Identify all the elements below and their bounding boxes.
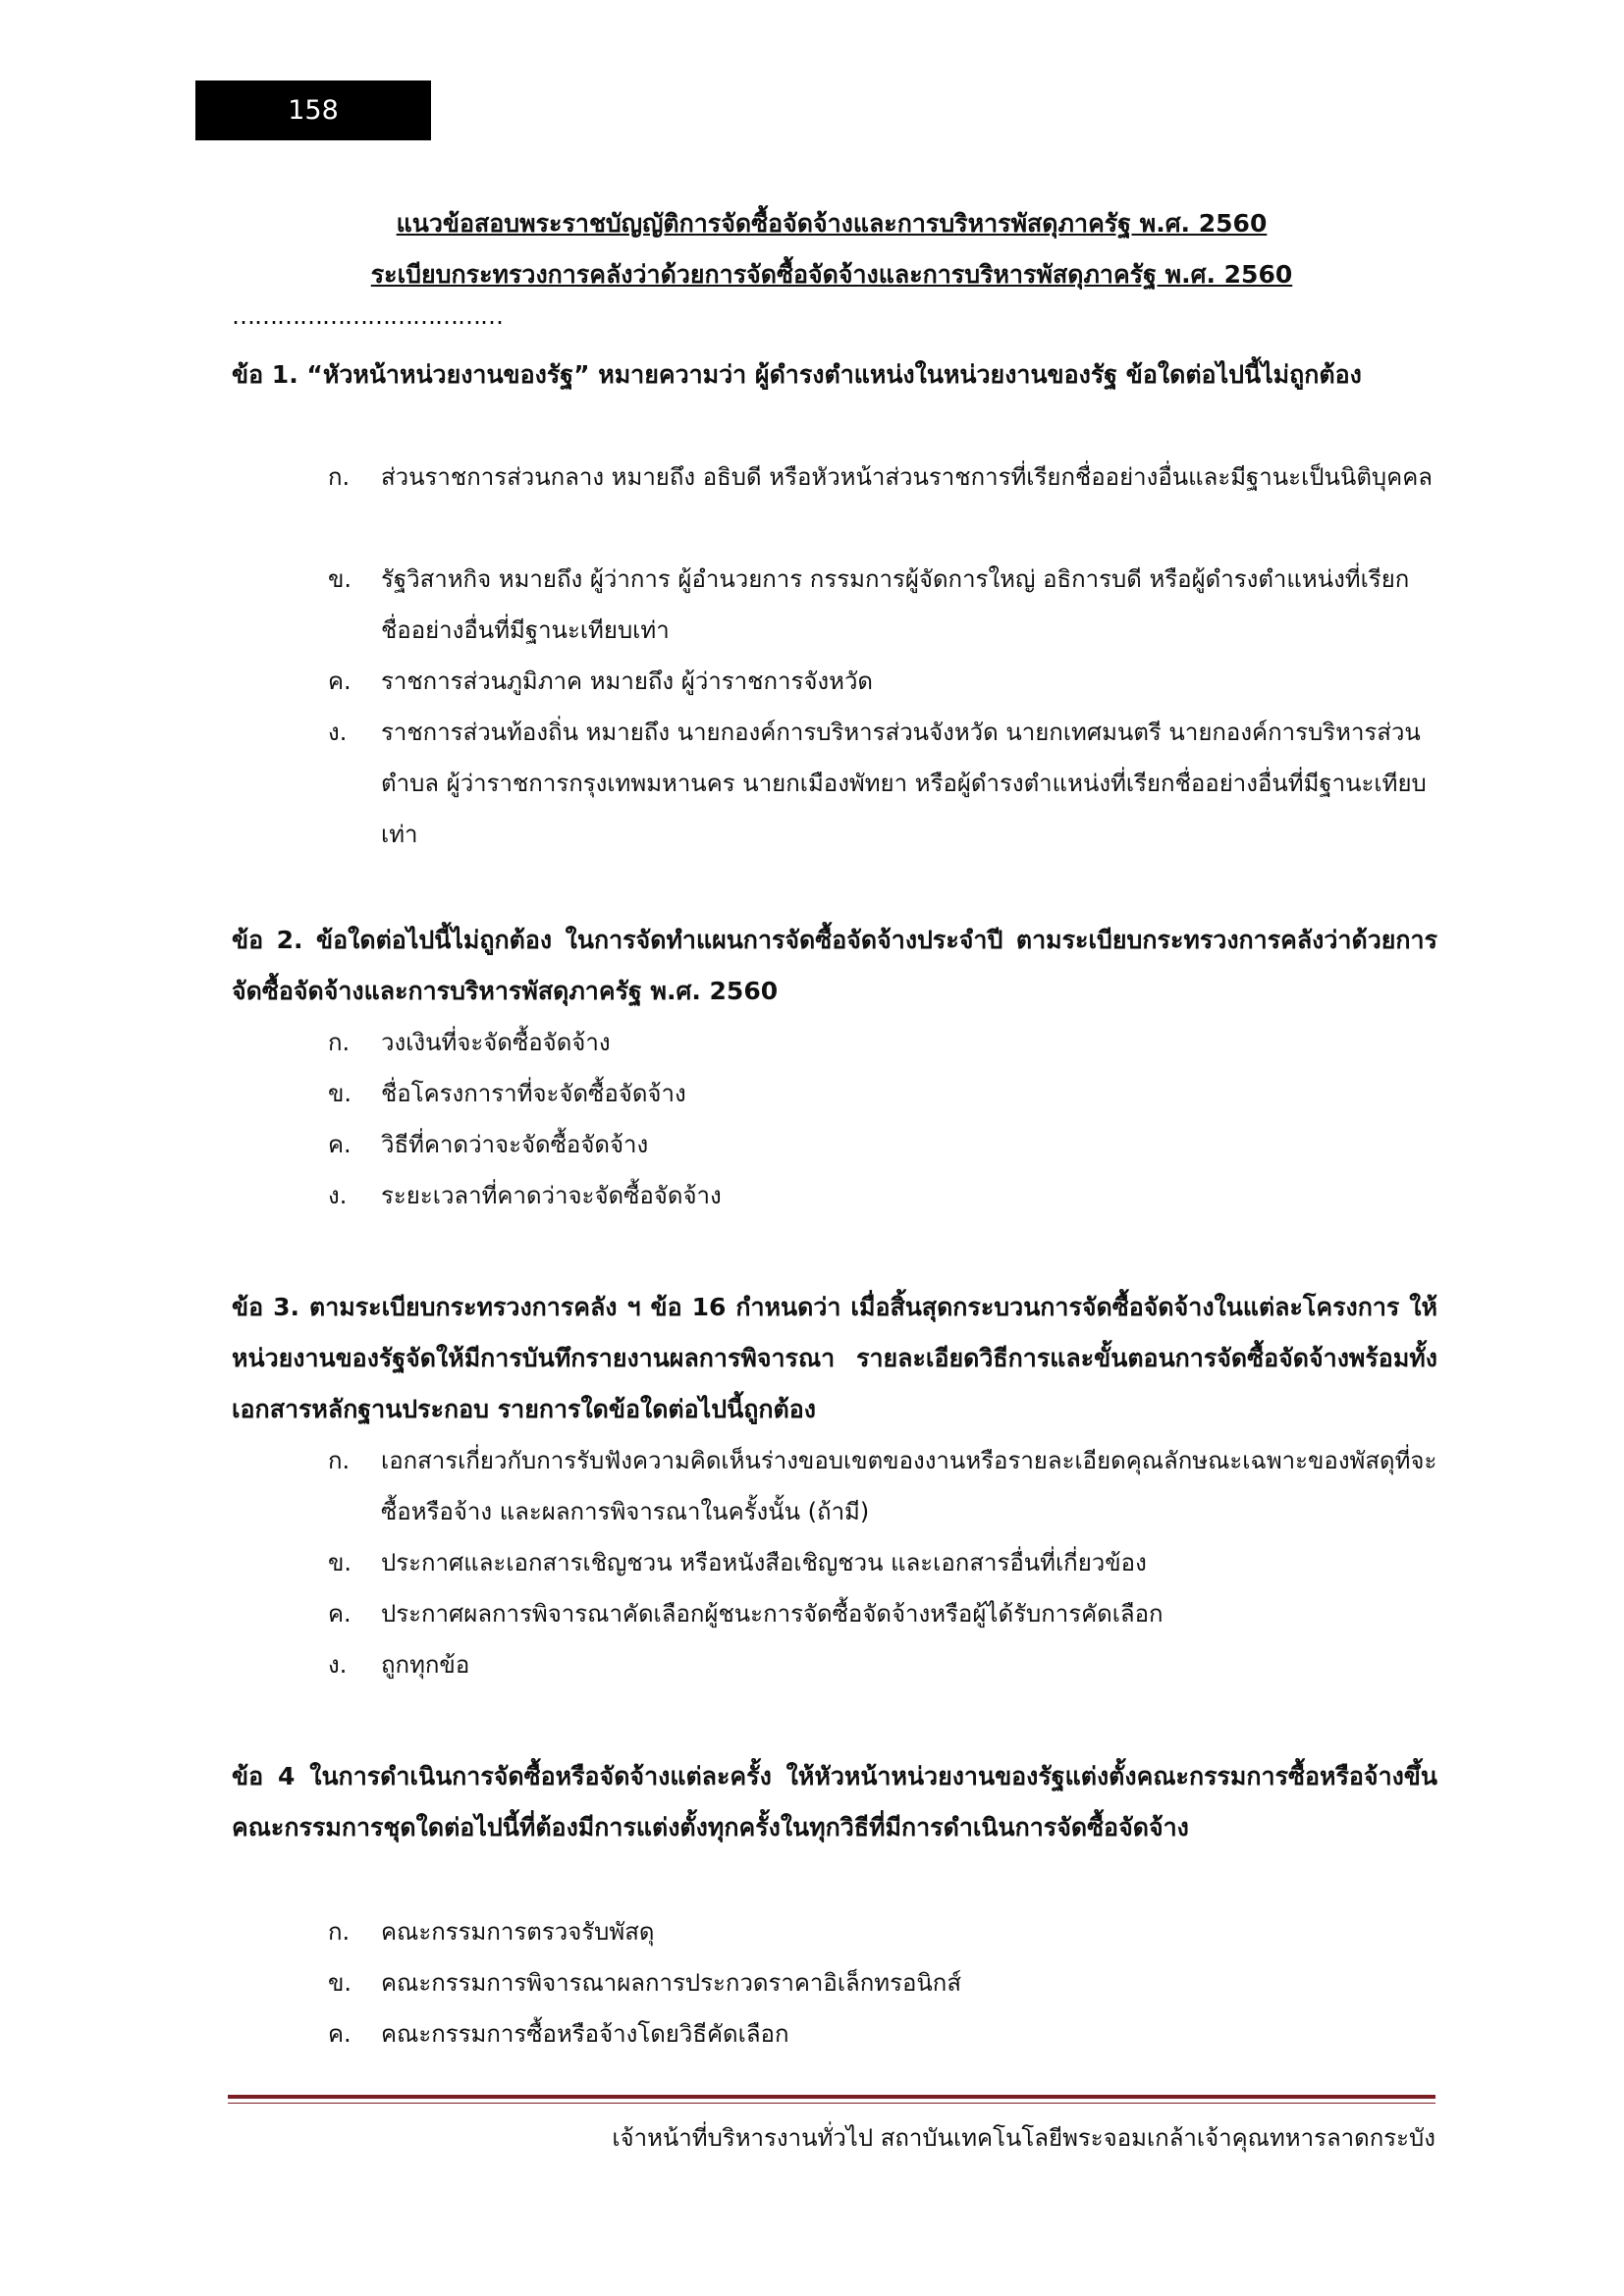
choice-text: ส่วนราชการส่วนกลาง หมายถึง อธิบดี หรือหัวหน้าส่วนราชการที่เรียกชื่ออย่างอื่นและมีฐานะเป็นนิติบุคคล (381, 463, 1433, 491)
question-2-choice-c (328, 1119, 1437, 1170)
footer-rule (228, 2095, 1435, 2099)
question-2-choice-d (328, 1170, 1437, 1221)
choice-letter: ก. (328, 1918, 351, 1946)
choice-letter: ข. (328, 1080, 352, 1107)
choice-letter: ค. (328, 2020, 352, 2048)
question-1-choice-d (328, 707, 1437, 860)
document-subtitle: ระเบียบกระทรวงการคลังว่าด้วยการจัดซื้อจัดจ้างและการบริหารพัสดุภาครัฐ พ.ศ. 2560 (370, 260, 1293, 289)
choice-text: ราชการส่วนท้องถิ่น หมายถึง นายกองค์การบริหารส่วนจังหวัด นายกเทศมนตรี นายกองค์การบริหารส่วนตำบล ผู้ว่าราชการกรุงเทพมหานคร นายกเมืองพัทยา หรือผู้ดำรงตำแหน่งที่เรียกชื่ออย่างอื่นที่มีฐานะเทียบเท่า (381, 719, 1427, 848)
choice-text: ประกาศผลการพิจารณาคัดเลือกผู้ชนะการจัดซื้อจัดจ้างหรือผู้ได้รับการคัดเลือก (381, 1600, 1164, 1628)
question-1: ข้อ 1. “หัวหน้าหน่วยงานของรัฐ” หมายความว่า ผู้ดำรงตำแหน่งในหน่วยงานของรัฐ ข้อใดต่อไปนี้ไม่ถูกต้อง (232, 360, 1362, 389)
choice-text: เอกสารเกี่ยวกับการรับฟังความคิดเห็นร่างขอบเขตของงานหรือรายละเอียดคุณลักษณะเฉพาะของพัสดุที่จะซื้อหรือจ้าง และผลการพิจารณาในครั้งนั้น (ถ้ามี) (381, 1447, 1437, 1525)
question-1-choice-b (328, 554, 1437, 656)
question-4-choice-a (328, 1906, 1437, 1957)
footer-rule-thin (228, 2103, 1435, 2104)
document-title: แนวข้อสอบพระราชบัญญัติการจัดซื้อจัดจ้างและการบริหารพัสดุภาครัฐ พ.ศ. 2560 (396, 209, 1268, 238)
choice-text: ชื่อโครงการาที่จะจัดซื้อจัดจ้าง (381, 1080, 686, 1107)
choice-letter: ง. (328, 1182, 348, 1209)
footer-text: เจ้าหน้าที่บริหารงานทั่วไป สถาบันเทคโนโลยีพระจอมเกล้าเจ้าคุณทหารลาดกระบัง (612, 2124, 1435, 2152)
question-4-choice-b (328, 1957, 1437, 2008)
separator-dots: ……………………………… (232, 302, 503, 330)
question-3-choice-b (328, 1537, 1437, 1588)
choice-letter: ก. (328, 1029, 351, 1056)
choice-text: วิธีที่คาดว่าจะจัดซื้อจัดจ้าง (381, 1131, 649, 1158)
choice-text: คณะกรรมการซื้อหรือจ้างโดยวิธีคัดเลือก (381, 2020, 789, 2048)
choice-letter: ข. (328, 565, 352, 593)
choice-text: คณะกรรมการพิจารณาผลการประกวดราคาอิเล็กทรอนิกส์ (381, 1969, 961, 1997)
question-4: ข้อ 4 ในการดำเนินการจัดซื้อหรือจัดจ้างแต่ละครั้ง ให้หัวหน้าหน่วยงานของรัฐแต่งตั้งคณะกรรมการซื้อหรือจ้างขึ้น คณะกรรมการชุดใดต่อไปนี้ที่ต้องมีการแต่งตั้งทุกครั้งในทุกวิธีที่มีการดำเนินการจัดซื้อจัดจ้าง (232, 1762, 1437, 1842)
question-4-choice-c (328, 2008, 1437, 2059)
choice-letter: ก. (328, 463, 351, 491)
choice-text: ระยะเวลาที่คาดว่าจะจัดซื้อจัดจ้าง (381, 1182, 722, 1209)
question-1-choice-a (328, 452, 1437, 503)
question-2: ข้อ 2. ข้อใดต่อไปนี้ไม่ถูกต้อง ในการจัดทำแผนการจัดซื้อจัดจ้างประจำปี ตามระเบียบกระทรวงการคลังว่าด้วยการจัดซื้อจัดจ้างและการบริหารพัสดุภาครัฐ พ.ศ. 2560 (232, 926, 1437, 1005)
question-3-choice-d (328, 1639, 1437, 1690)
choice-letter: ง. (328, 719, 348, 746)
question-1-choice-c (328, 656, 1437, 707)
choice-letter: ข. (328, 1549, 352, 1576)
page-number: 158 (195, 80, 431, 140)
question-3: ข้อ 3. ตามระเบียบกระทรวงการคลัง ฯ ข้อ 16 กำหนดว่า เมื่อสิ้นสุดกระบวนการจัดซื้อจัดจ้างในแต่ละโครงการ ให้หน่วยงานของรัฐจัดให้มีการบันทึกรายงานผลการพิจารณา รายละเอียดวิธีการและขั้นตอนการจัดซื้อจัดจ้างพร้อมทั้งเอกสารหลักฐานประกอบ รายการใดข้อใดต่อไปนี้ถูกต้อง (232, 1293, 1437, 1423)
choice-letter: ค. (328, 667, 352, 695)
choice-letter: ค. (328, 1600, 352, 1628)
choice-text: วงเงินที่จะจัดซื้อจัดจ้าง (381, 1029, 611, 1056)
choice-letter: ค. (328, 1131, 352, 1158)
choice-letter: ก. (328, 1447, 351, 1474)
question-2-choice-b (328, 1068, 1437, 1119)
choice-text: ประกาศและเอกสารเชิญชวน หรือหนังสือเชิญชวน และเอกสารอื่นที่เกี่ยวข้อง (381, 1549, 1147, 1576)
choice-text: รัฐวิสาหกิจ หมายถึง ผู้ว่าการ ผู้อำนวยการ กรรมการผู้จัดการใหญ่ อธิการบดี หรือผู้ดำรงตำแหน่งที่เรียกชื่ออย่างอื่นที่มีฐานะเทียบเท่า (381, 565, 1410, 644)
question-2-choice-a (328, 1017, 1437, 1068)
choice-letter: ข. (328, 1969, 352, 1997)
question-3-choice-a (328, 1435, 1437, 1537)
question-3-choice-c (328, 1588, 1437, 1639)
choice-text: ราชการส่วนภูมิภาค หมายถึง ผู้ว่าราชการจังหวัด (381, 667, 873, 695)
choice-text: ถูกทุกข้อ (381, 1651, 470, 1679)
choice-letter: ง. (328, 1651, 348, 1679)
choice-text: คณะกรรมการตรวจรับพัสดุ (381, 1918, 655, 1946)
